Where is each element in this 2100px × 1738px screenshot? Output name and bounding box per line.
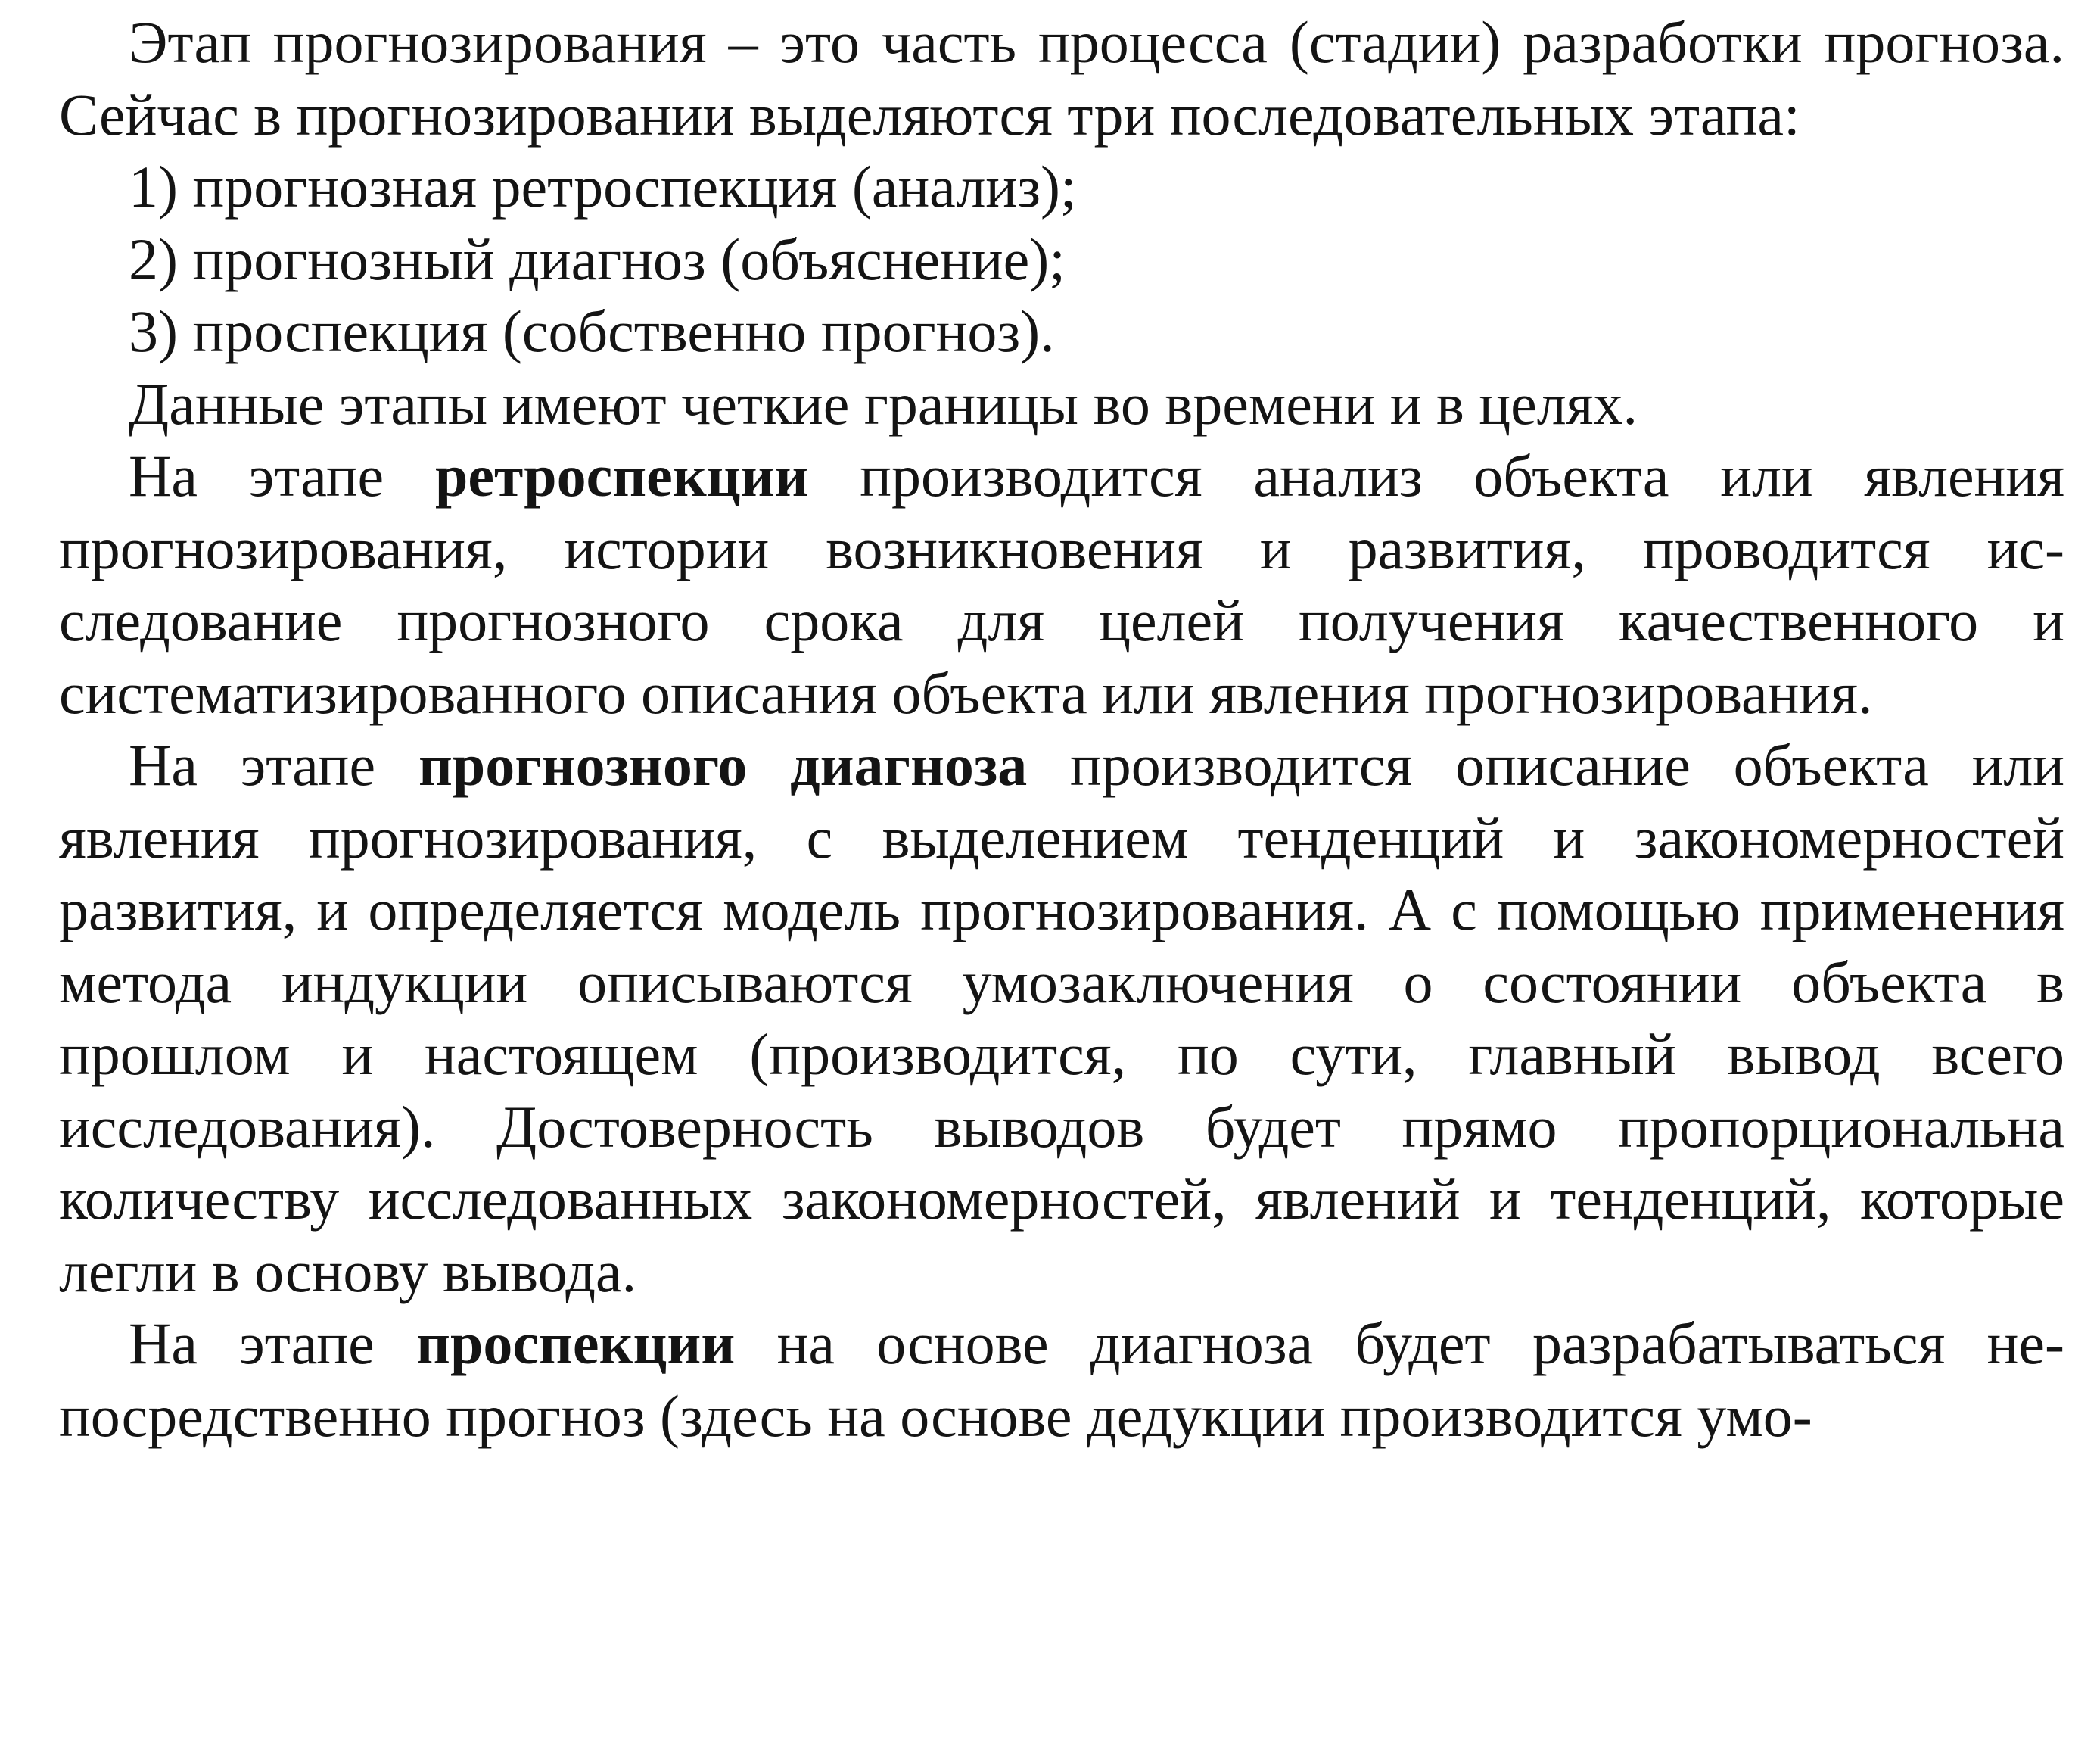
list-item-1: 1) прогнозная ретроспекция (анализ); [129,154,1077,220]
paragraph-diagnosis [59,729,2064,1307]
prospection-term: проспекции [416,1310,736,1376]
paragraph-intro: Этап прогнозирования – это часть процесса (стадии) разработки прогноза. Сейчас в прогнозировании выделяются три последовательных этапа: [59,9,2064,148]
list-item-3: 3) проспекция (собственно прогноз). [129,298,1055,364]
prospection-body: на основе диагноза будет разрабатываться непосредственно прогноз (здесь на основе дедукции производится умо- [59,1310,2064,1449]
retrospection-body: производится анализ объекта или явления прогнозирования, истории возникновения и развития, проводится исследование прогнозного срока для целей получения качественного и систематизированного описания объекта или явления прогнозирования. [59,443,2065,726]
diagnosis-term: прогнозного диагноза [418,732,1028,798]
retrospection-lead: На этапе [129,443,435,509]
prospection-lead: На этапе [129,1310,417,1376]
list-item-2: 2) прогнозный диагноз (объяснение); [129,226,1066,292]
paragraph-prospection [59,1307,2064,1452]
retrospection-term: ретроспекции [434,443,809,509]
document-page [59,6,2064,1452]
diagnosis-body: производится описание объекта или явления прогнозирования, с выделением тенденций и закономерностей развития, и определяется модель прогнозирования. А с помощью применения метода индукции описываются умозаключения о состоянии объекта в прошлом и настоящем (производится, по сути, главный вывод всего исследования). Достоверность выводов будет прямо пропорциональна количеству исследованных закономерностей, явлений и тенденций, которые легли в основу вывода. [59,732,2064,1304]
paragraph-retrospection [59,440,2064,729]
paragraph-stages-boundaries: Данные этапы имеют четкие границы во времени и в целях. [129,370,1638,437]
diagnosis-lead: На этапе [129,732,418,798]
